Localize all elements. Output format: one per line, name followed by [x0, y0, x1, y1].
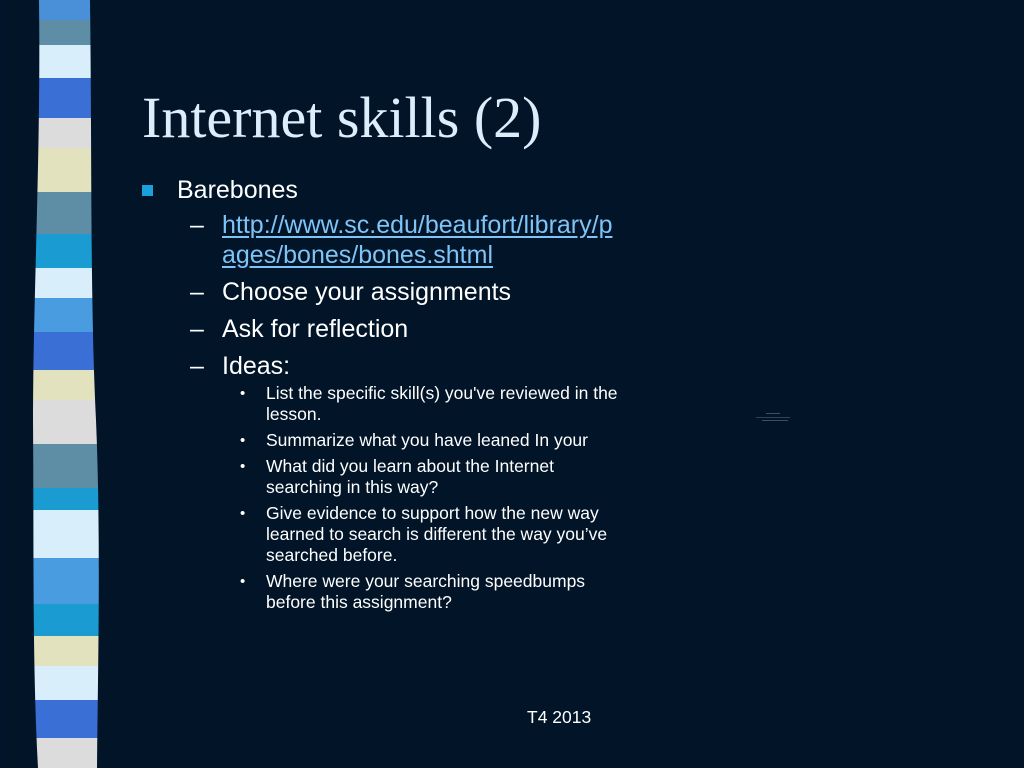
dot-marker: • — [240, 573, 246, 590]
sub-bullet-ideas — [140, 351, 620, 381]
idea-item — [140, 503, 624, 566]
dot-marker: • — [240, 432, 246, 449]
sub-bullet-text: Ideas: — [222, 352, 291, 380]
slide-body — [140, 172, 620, 618]
idea-text: List the specific skill(s) you've reviewed in the lesson. — [266, 383, 618, 424]
stripe — [0, 370, 112, 400]
idea-item — [140, 456, 624, 498]
stripe — [0, 510, 112, 558]
stripe — [0, 700, 112, 738]
stripe — [0, 20, 112, 45]
stripe — [0, 558, 112, 604]
stripe — [0, 148, 112, 192]
stripe — [0, 444, 112, 488]
stripe — [0, 268, 112, 298]
decorative-specks — [752, 410, 798, 424]
dot-marker: • — [240, 505, 246, 522]
stripe — [0, 298, 112, 332]
stripe — [0, 45, 112, 78]
stripe — [0, 118, 112, 148]
stripe — [0, 666, 112, 700]
stripe — [0, 604, 112, 636]
sub-bullet-list — [140, 210, 620, 381]
stripe — [0, 234, 112, 268]
stripe — [0, 192, 112, 234]
idea-item — [140, 571, 624, 613]
ideas-list — [140, 383, 620, 613]
dot-marker: • — [240, 458, 246, 475]
idea-text: Give evidence to support how the new way learned to search is different the way you’ve searched before. — [266, 503, 608, 565]
sub-bullet-reflection — [140, 314, 620, 344]
idea-text: What did you learn about the Internet searching in this way? — [266, 456, 554, 497]
barebones-link[interactable]: http://www.sc.edu/beaufort/library/pages/bones/bones.shtml — [222, 211, 613, 269]
dash-marker: – — [190, 352, 204, 380]
idea-text: Summarize what you have leaned In your — [266, 430, 588, 450]
bullet-barebones — [140, 172, 620, 208]
sub-bullet-text: Choose your assignments — [222, 278, 512, 306]
idea-item — [140, 430, 624, 451]
stripe — [0, 400, 112, 444]
square-bullet-icon — [142, 185, 153, 196]
slide-footer: T4 2013 — [527, 707, 592, 727]
sub-bullet-url — [140, 210, 620, 270]
dash-marker: – — [190, 315, 204, 343]
dash-marker: – — [190, 278, 204, 306]
dash-marker: – — [190, 211, 204, 239]
stripe — [0, 488, 112, 510]
sub-bullet-text: Ask for reflection — [222, 315, 409, 343]
stripe — [0, 0, 112, 20]
stripe — [0, 738, 112, 768]
decorative-stripe-band — [0, 0, 112, 768]
dot-marker: • — [240, 385, 246, 402]
stripe — [0, 332, 112, 370]
idea-item — [140, 383, 624, 425]
idea-text: Where were your searching speedbumps before this assignment? — [266, 571, 586, 612]
bullet-label: Barebones — [177, 176, 298, 204]
sub-bullet-assignments — [140, 277, 620, 307]
stripe — [0, 636, 112, 666]
stripe — [0, 78, 112, 118]
slide-title: Internet skills (2) — [142, 85, 542, 150]
